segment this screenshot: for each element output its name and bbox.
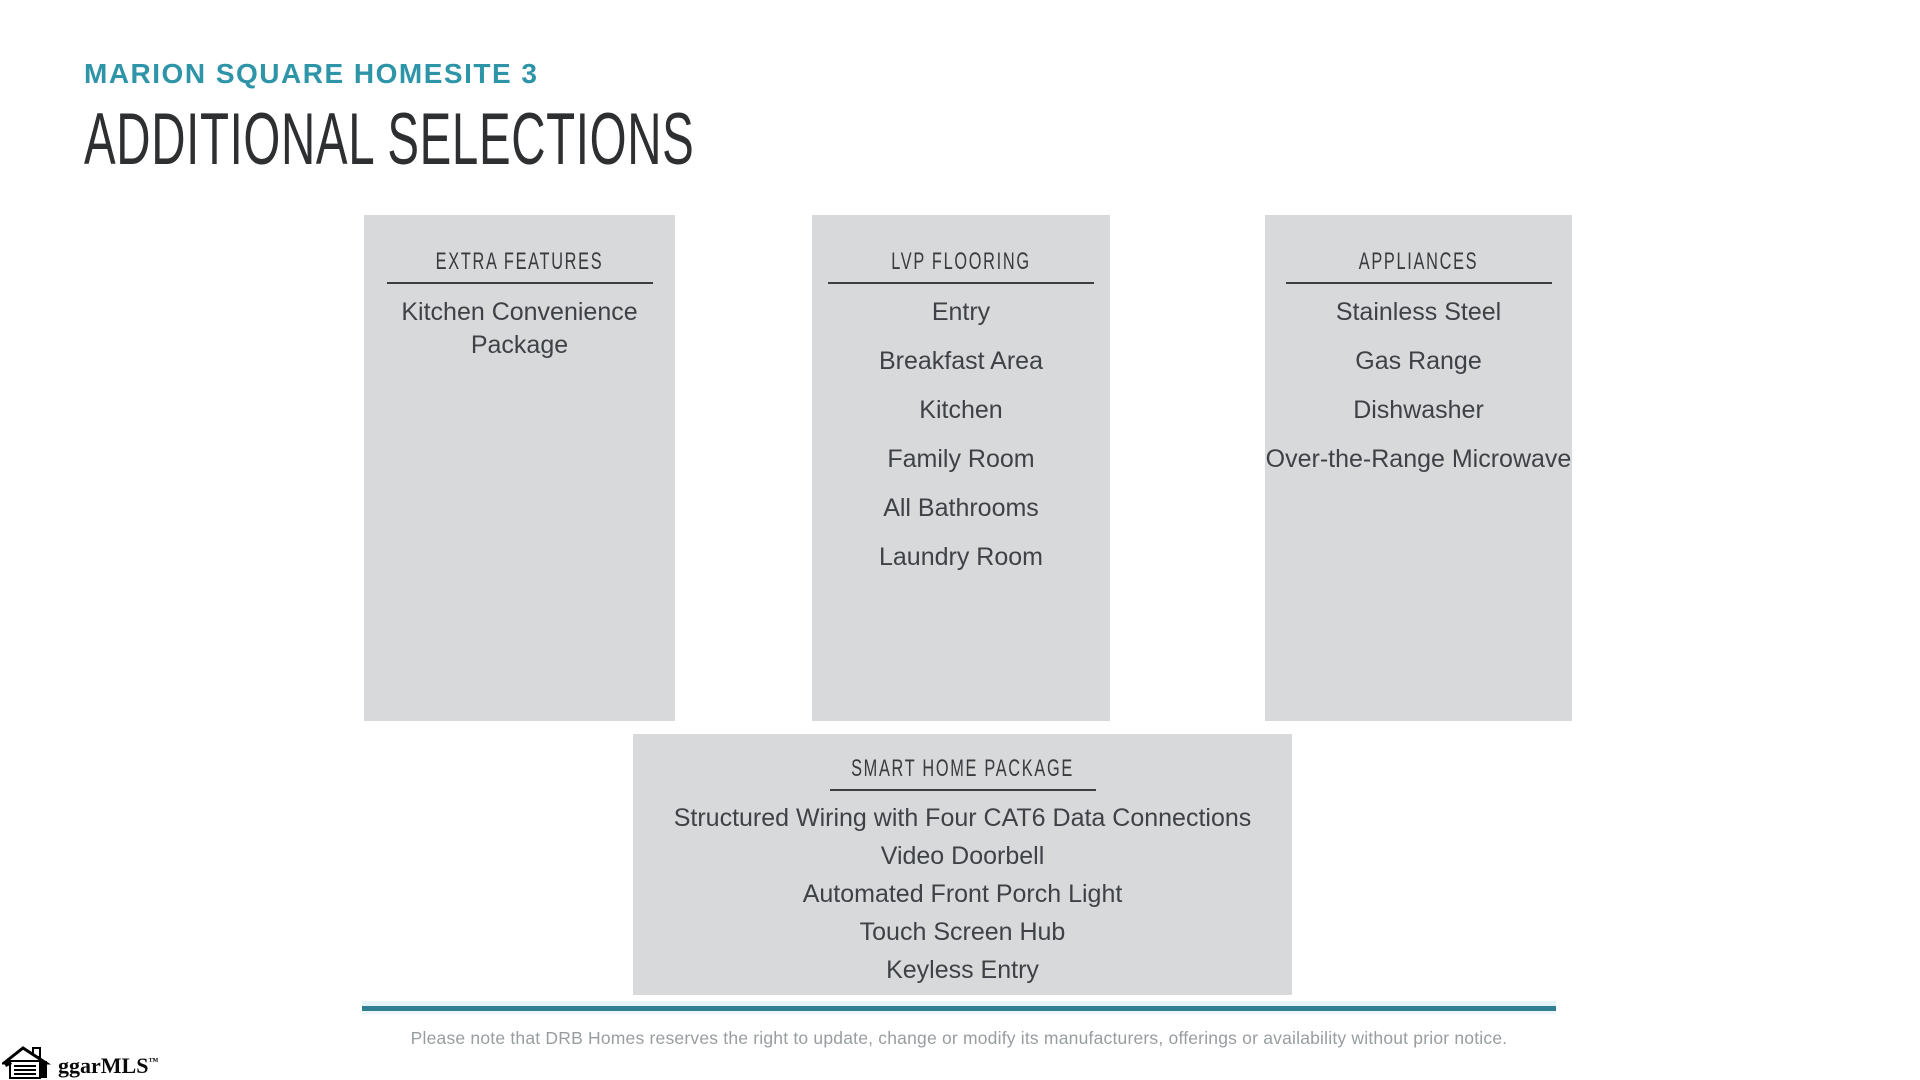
trademark-symbol: ™ xyxy=(148,1056,159,1068)
list-item: Gas Range xyxy=(1355,347,1482,375)
disclaimer-text: Please note that DRB Homes reserves the right to update, change or modify its manufacturers, offerings or availability without prior notice. xyxy=(410,1028,1508,1048)
card-item-list xyxy=(364,296,675,362)
card-item-list xyxy=(812,296,1110,574)
list-item: Stainless Steel xyxy=(1335,298,1502,326)
list-item: Video Doorbell xyxy=(880,842,1045,870)
card-divider xyxy=(828,282,1094,284)
list-item: Kitchen xyxy=(919,396,1003,424)
selection-card-appliances xyxy=(1265,215,1572,721)
mls-watermark-text: ggarMLS™ xyxy=(58,1053,159,1078)
list-item: Dishwasher xyxy=(1353,396,1484,424)
selection-card-extra-features xyxy=(364,215,675,721)
list-item: Touch Screen Hub xyxy=(859,918,1066,946)
card-title: APPLIANCES xyxy=(1358,248,1479,275)
page-header xyxy=(84,58,1023,181)
card-item-list xyxy=(1265,296,1572,476)
list-item: Laundry Room xyxy=(879,543,1043,571)
teal-divider xyxy=(362,1006,1556,1011)
list-item: Breakfast Area xyxy=(879,347,1043,375)
mls-watermark xyxy=(2,1044,158,1080)
list-item: Structured Wiring with Four CAT6 Data Connections xyxy=(673,804,1252,832)
card-item-list xyxy=(633,803,1292,985)
list-item: Entry xyxy=(931,298,991,326)
card-divider xyxy=(1286,282,1552,284)
house-mls-icon xyxy=(2,1046,56,1080)
page-title: ADDITIONAL SELECTIONS xyxy=(84,99,695,180)
list-item: Automated Front Porch Light xyxy=(802,880,1123,908)
card-title: LVP FLOORING xyxy=(891,248,1031,275)
card-divider xyxy=(387,282,653,284)
list-item: Over-the-Range Microwave xyxy=(1265,445,1572,473)
card-divider xyxy=(830,789,1096,791)
selection-card-lvp-flooring xyxy=(812,215,1110,721)
list-item: All Bathrooms xyxy=(883,494,1039,522)
card-title: EXTRA FEATURES xyxy=(435,248,604,275)
selection-card-smart-home-package xyxy=(633,734,1292,995)
list-item: Family Room xyxy=(887,445,1035,473)
card-title: SMART HOME PACKAGE xyxy=(851,755,1074,782)
list-item: Keyless Entry xyxy=(886,956,1039,984)
list-item: Kitchen Convenience Package xyxy=(401,298,638,359)
page-subtitle: MARION SQUARE HOMESITE 3 xyxy=(84,58,539,89)
